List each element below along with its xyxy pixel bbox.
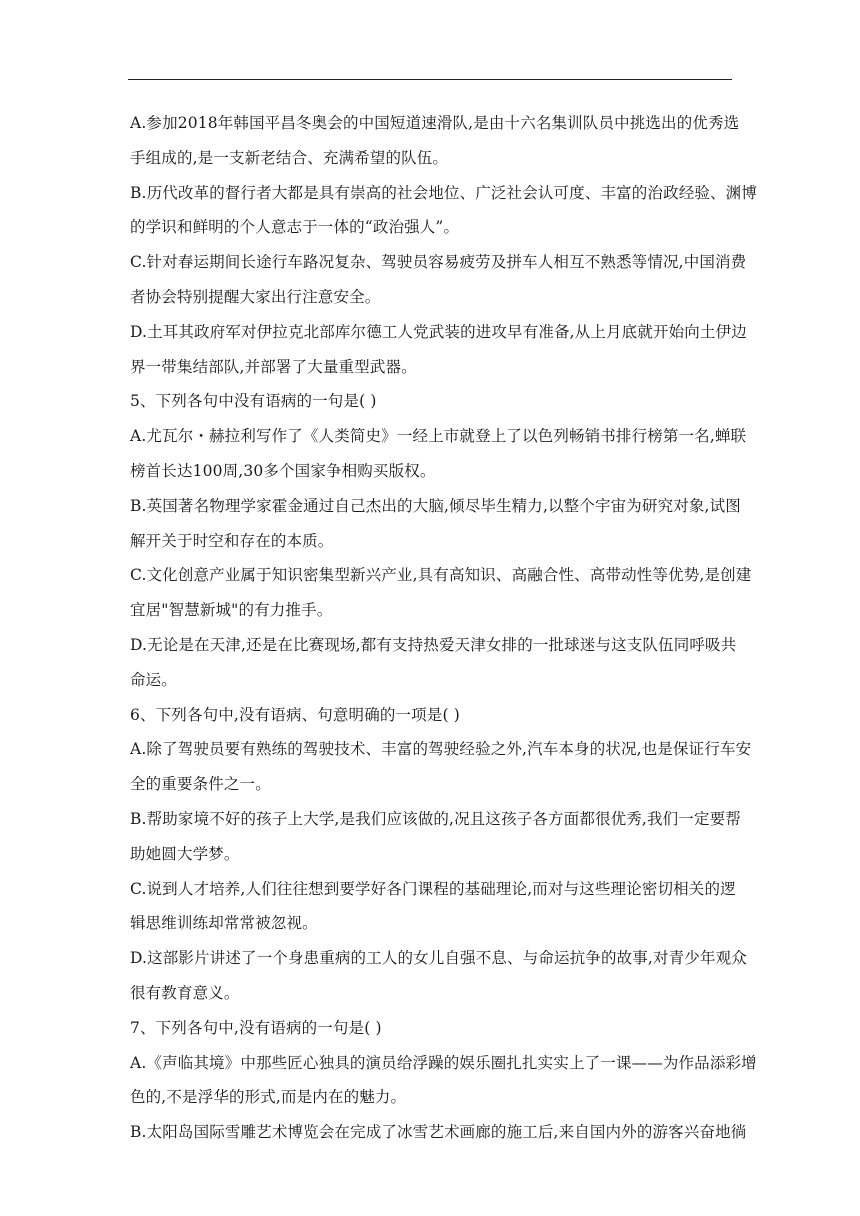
document-body (130, 106, 757, 1150)
text-line: B.英国著名物理学家霍金通过自己杰出的大脑,倾尽毕生精力,以整个宇宙为研究对象,试图 (130, 496, 741, 515)
text-line: 很有教育意义。 (130, 983, 240, 1002)
text-line: 全的重要条件之一。 (130, 775, 271, 794)
header-rule (128, 79, 732, 80)
text-line: 界一带集结部队,并部署了大量重型武器。 (130, 357, 417, 376)
text-line: 助她圆大学梦。 (130, 844, 240, 863)
text-line: D.无论是在天津,还是在比赛现场,都有支持热爱天津女排的一批球迷与这支队伍同呼吸共 (130, 635, 737, 654)
question-heading: 7、下列各句中,没有语病的一句是( ) (130, 1018, 382, 1037)
text-line: 色的,不是浮华的形式,而是内在的魅力。 (130, 1088, 407, 1107)
text-line: C.说到人才培养,人们往往想到要学好各门课程的基础理论,而对与这些理论密切相关的逻 (130, 879, 736, 898)
text-line: A.《声临其境》中那些匠心独具的演员给浮躁的娱乐圈扎扎实实上了一课——为作品添彩增 (130, 1053, 757, 1072)
text-line: A.尤瓦尔・赫拉利写作了《人类简史》一经上市就登上了以色列畅销书排行榜第一名,蝉联 (130, 427, 747, 446)
text-line: 解开关于时空和存在的本质。 (130, 531, 334, 550)
text-line: D.这部影片讲述了一个身患重病的工人的女儿自强不息、与命运抗争的故事,对青少年观众 (130, 949, 747, 968)
text-line: C.文化创意产业属于知识密集型新兴产业,具有高知识、高融合性、高带动性等优势,是创建 (130, 566, 752, 585)
text-line: 的学识和鲜明的个人意志于一体的“政治强人”。 (130, 218, 460, 237)
text-line: 手组成的,是一支新老结合、充满希望的队伍。 (130, 148, 449, 167)
text-line: D.土耳其政府军对伊拉克北部库尔德工人党武装的进攻早有准备,从上月底就开始向土伊边 (130, 322, 747, 341)
text-line: 榜首长达100周,30多个国家争相购买版权。 (130, 461, 436, 480)
text-line: 者协会特别提醒大家出行注意安全。 (130, 287, 381, 306)
text-line: A.参加2018年韩国平昌冬奥会的中国短道速滑队,是由十六名集训队员中挑选出的优秀选 (130, 114, 740, 132)
text-line: C.针对春运期间长途行车路况复杂、驾驶员容易疲劳及拼车人相互不熟悉等情况,中国消费 (130, 253, 747, 272)
question-heading: 6、下列各句中,没有语病、句意明确的一项是( ) (130, 705, 460, 724)
question-heading: 5、下列各句中没有语病的一句是( ) (130, 392, 377, 411)
text-line: A.除了驾驶员要有熟练的驾驶技术、丰富的驾驶经验之外,汽车本身的状况,也是保证行车安 (130, 740, 752, 759)
text-line: B.帮助家境不好的孩子上大学,是我们应该做的,况且这孩子各方面都很优秀,我们一定要帮 (130, 809, 741, 828)
text-line: B.历代改革的督行者大都是具有崇高的社会地位、广泛社会认可度、丰富的治政经验、渊博 (130, 183, 757, 202)
text-line: 命运。 (130, 670, 177, 689)
text-line: B.太阳岛国际雪雕艺术博览会在完成了冰雪艺术画廊的施工后,来自国内外的游客兴奋地徜 (130, 1123, 747, 1142)
text-line: 辑思维训练却常常被忽视。 (130, 914, 318, 933)
text-line: 宜居"智慧新城"的有力推手。 (130, 601, 333, 620)
